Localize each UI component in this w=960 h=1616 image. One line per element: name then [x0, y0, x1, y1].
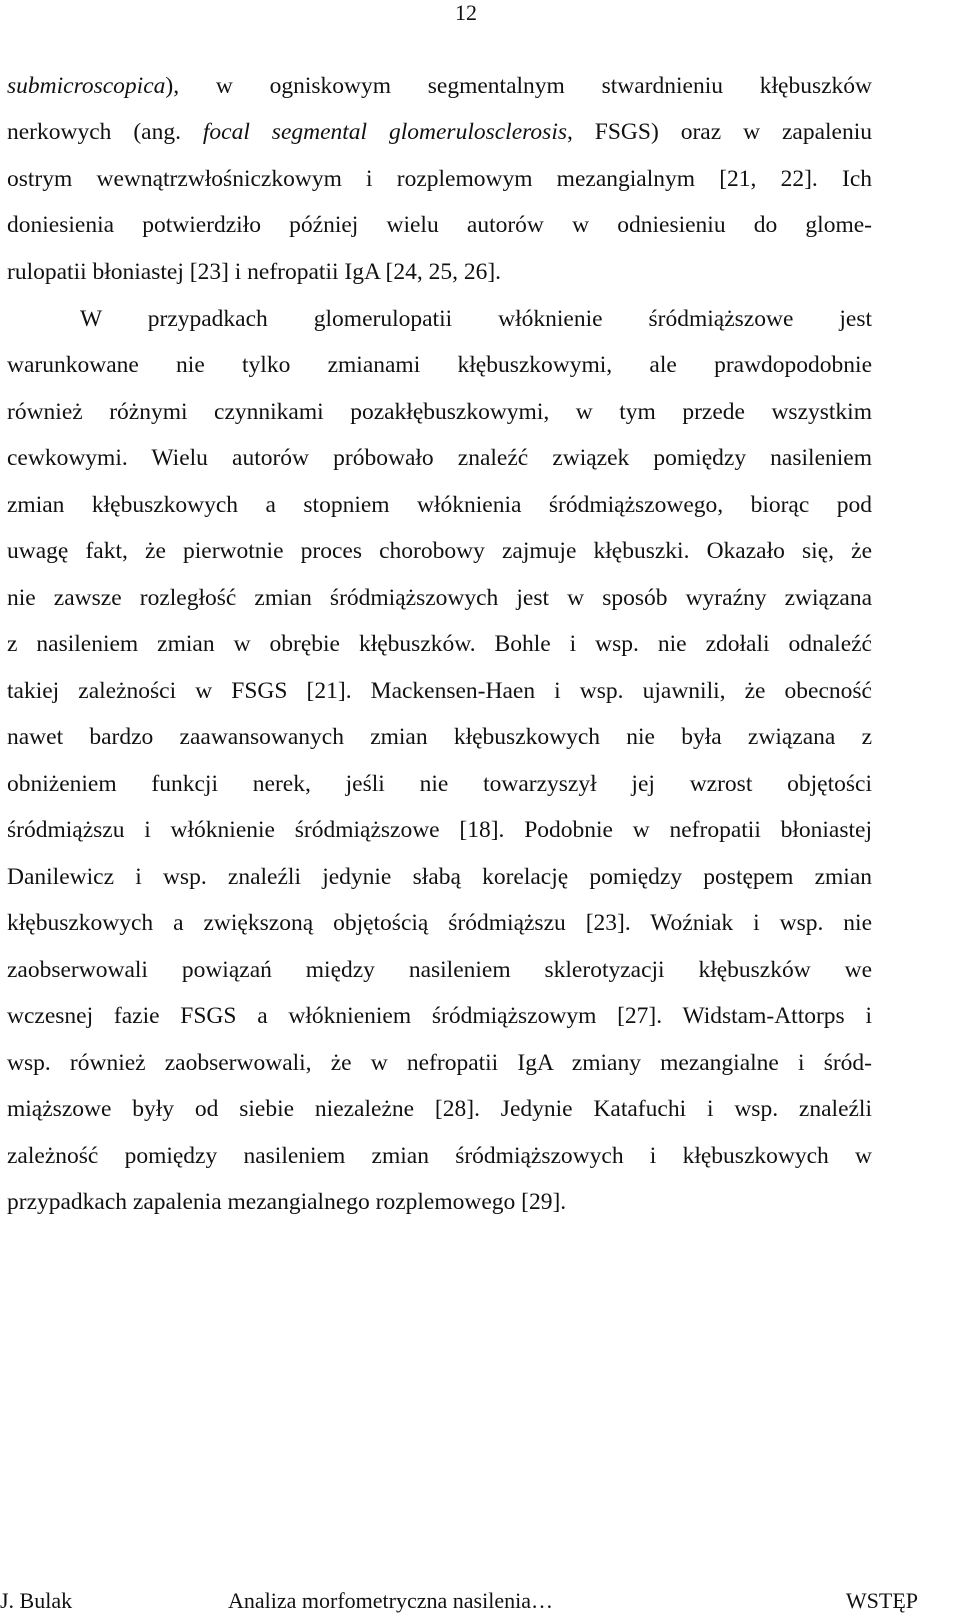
text-segment: doniesienia potwierdziło później wielu autorów w odniesieniu do glome- [7, 212, 872, 238]
text-line [7, 630, 872, 658]
text-segment: Danilewicz i wsp. znaleźli jedynie słabą korelację pomiędzy postępem zmian [7, 864, 872, 890]
text-segment: ostrym wewnątrzwłośniczkowym i rozplemowym mezangialnym [21, 22]. Ich [7, 166, 872, 192]
text-segment: zmian kłębuszkowych a stopniem włóknienia śródmiąższowego, biorąc pod [7, 492, 872, 518]
footer-title: Analiza morfometryczna nasilenia… [228, 1588, 553, 1613]
text-line [7, 1002, 872, 1030]
text-line [7, 1188, 872, 1216]
page-footer [0, 1588, 960, 1616]
text-segment: nawet bardzo zaawansowanych zmian kłębuszkowych nie była związana z [7, 724, 872, 750]
footer-section: WSTĘP [845, 1588, 918, 1613]
text-segment: , FSGS) oraz w zapaleniu [567, 119, 872, 145]
text-segment: nie zawsze rozległość zmian śródmiąższowych jest w sposób wyraźny związana [7, 585, 872, 611]
text-line [7, 1142, 872, 1170]
text-line [7, 956, 872, 984]
text-line [80, 305, 872, 333]
text-segment: cewkowymi. Wielu autorów próbowało znaleźć związek pomiędzy nasileniem [7, 445, 872, 471]
footer-author: J. Bulak [0, 1588, 73, 1613]
text-line [7, 677, 872, 705]
text-line [7, 909, 872, 937]
text-line [7, 863, 872, 891]
text-segment: wsp. również zaobserwowali, że w nefropatii IgA zmiany mezangialne i śród- [7, 1050, 872, 1076]
text-line [7, 258, 872, 286]
text-segment: wczesnej fazie FSGS a włóknieniem śródmiąższowym [27]. Widstam-Attorps i [7, 1003, 872, 1029]
text-segment: również różnymi czynnikami pozakłębuszkowymi, w tym przede wszystkim [7, 399, 872, 425]
text-segment: takiej zależności w FSGS [21]. Mackensen-Haen i wsp. ujawnili, że obecność [7, 678, 872, 704]
text-segment: śródmiąższu i włóknienie śródmiąższowe [18]. Podobnie w nefropatii błoniastej [7, 817, 872, 843]
text-segment: zależność pomiędzy nasileniem zmian śródmiąższowych i kłębuszkowych w [7, 1143, 872, 1169]
text-segment: z nasileniem zmian w obrębie kłębuszków. Bohle i wsp. nie zdołali odnaleźć [7, 631, 872, 657]
page-number: 12 [455, 0, 477, 25]
text-segment: kłębuszkowych a zwiększoną objętością śródmiąższu [23]. Woźniak i wsp. nie [7, 910, 872, 936]
text-line [7, 398, 872, 426]
text-line [7, 816, 872, 844]
text-line [7, 1049, 872, 1077]
text-segment: obniżeniem funkcji nerek, jeśli nie towarzyszył jej wzrost objętości [7, 771, 872, 797]
text-line [7, 211, 872, 239]
text-segment: ), w ogniskowym segmentalnym stwardnieniu kłębuszków [165, 73, 872, 99]
italic-term: focal segmental glomerulosclerosis [202, 119, 567, 145]
text-line [7, 351, 872, 379]
text-line [7, 165, 872, 193]
text-line [7, 584, 872, 612]
text-segment: zaobserwowali powiązań między nasileniem sklerotyzacji kłębuszków we [7, 957, 872, 983]
text-segment: miąższowe były od siebie niezależne [28]. Jedynie Katafuchi i wsp. znaleźli [7, 1096, 872, 1122]
text-line [7, 491, 872, 519]
text-segment: przypadkach zapalenia mezangialnego rozplemowego [29]. [7, 1189, 567, 1215]
italic-term: submicroscopica [7, 73, 166, 99]
text-line [7, 72, 872, 100]
text-line [7, 118, 872, 146]
text-segment: W przypadkach glomerulopatii włóknienie śródmiąższowe jest [80, 306, 872, 332]
text-line [7, 537, 872, 565]
text-line [7, 1095, 872, 1123]
text-segment: rulopatii błoniastej [23] i nefropatii IgA [24, 25, 26]. [7, 259, 502, 285]
text-line [7, 723, 872, 751]
text-segment: warunkowane nie tylko zmianami kłębuszkowymi, ale prawdopodobnie [7, 352, 872, 378]
text-segment: nerkowych (ang. [7, 119, 203, 145]
text-line [7, 444, 872, 472]
text-segment: uwagę fakt, że pierwotnie proces chorobowy zajmuje kłębuszki. Okazało się, że [7, 538, 872, 564]
text-line [7, 770, 872, 798]
